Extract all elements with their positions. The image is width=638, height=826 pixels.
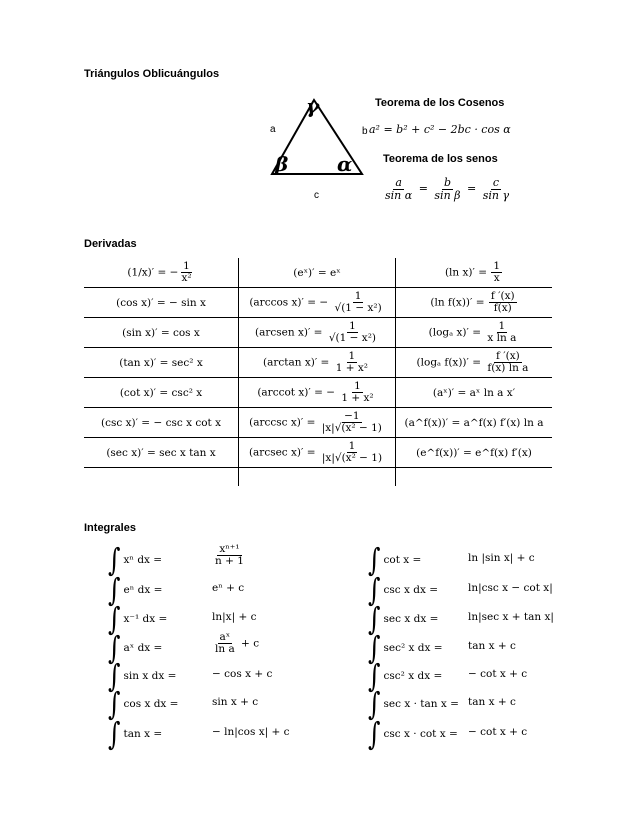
- fraction-denominator: √(1 − x²): [334, 302, 382, 314]
- fraction-denominator: n + 1: [215, 555, 244, 568]
- integral-result-right-4: [468, 668, 527, 680]
- fraction-numerator: 1: [348, 349, 356, 362]
- fraction-denominator: √(1 − x²): [328, 332, 376, 344]
- derivative-cell: [239, 318, 396, 348]
- angle-beta-label: β: [275, 152, 289, 176]
- integral-result-text: − cot x + c: [468, 668, 528, 680]
- fraction-numerator: f ′(x): [490, 289, 515, 302]
- fraction: [334, 351, 370, 374]
- integral-left-6: [108, 715, 163, 753]
- integral-result-right-6: [468, 726, 527, 738]
- derivative-row: [84, 438, 552, 468]
- integral-sign: ∫: [108, 657, 121, 695]
- derivative-row: [84, 378, 552, 408]
- derivative-cell: [396, 378, 553, 408]
- fraction-numerator: f ′(x): [496, 349, 520, 362]
- integral-right-6: [368, 715, 458, 753]
- derivative-lhs: (ln f(x))′ =: [430, 296, 488, 309]
- derivative-lhs: (cot x)′ = csc² x: [119, 386, 203, 399]
- integral-result-text: tan x + c: [468, 640, 516, 652]
- fraction: [327, 321, 378, 344]
- integral-sign: ∫: [108, 600, 121, 638]
- fraction-numerator: 1: [349, 319, 356, 332]
- derivative-cell: [239, 438, 396, 468]
- integral-left-1: [108, 571, 163, 609]
- derivative-lhs: (arcsec x)′ =: [248, 446, 319, 459]
- derivative-sign: −: [169, 266, 179, 279]
- integral-sign: ∫: [368, 571, 381, 609]
- integral-result-right-2: [468, 611, 554, 623]
- derivative-cell: [84, 408, 239, 438]
- fraction: [320, 441, 384, 464]
- fraction: [320, 411, 384, 434]
- side-c-label: c: [314, 190, 319, 201]
- integral-sign: ∫: [108, 685, 121, 723]
- fraction-numerator: xⁿ⁺¹: [219, 543, 240, 555]
- triangle-heading: Triángulos Oblicuángulos: [84, 68, 220, 80]
- integral-sign: ∫: [368, 541, 381, 579]
- integral-result-right-5: [468, 696, 516, 708]
- integral-sign: ∫: [368, 629, 381, 667]
- integral-expression: csc x · cot x =: [383, 728, 458, 740]
- derivative-lhs: (cos x)′ = − sin x: [116, 296, 206, 309]
- derivative-lhs: (1/x)′ =: [127, 266, 170, 279]
- derivative-empty-cell: [239, 468, 396, 487]
- derivative-cell: [396, 258, 553, 288]
- sines-heading: Teorema de los senos: [383, 153, 498, 165]
- derivative-lhs: (arctan x)′ =: [262, 356, 333, 369]
- integral-result-text: sin x + c: [212, 696, 259, 708]
- fraction: [489, 291, 517, 314]
- integral-expression: tan x =: [123, 728, 163, 740]
- derivative-lhs: (eˣ)′ = eˣ: [293, 266, 341, 279]
- derivative-lhs: (a^f(x))′ = a^f(x) f′(x) ln a: [404, 416, 544, 429]
- integral-left-2: [108, 600, 168, 638]
- angle-gamma-label: γ: [306, 94, 320, 118]
- fraction-numerator: 1: [354, 379, 361, 392]
- integral-left-5: [108, 685, 179, 723]
- derivative-cell: [396, 288, 553, 318]
- fraction: [333, 291, 384, 314]
- fraction: [485, 321, 518, 344]
- derivadas-heading: Derivadas: [84, 238, 137, 250]
- side-b-label: b: [362, 126, 368, 137]
- angle-alpha-label: α: [337, 152, 353, 176]
- cosines-heading: Teorema de los Cosenos: [375, 97, 505, 109]
- derivadas-table: [84, 258, 552, 486]
- cosines-formula: a² = b² + c² − 2bc · cos α: [369, 123, 511, 136]
- derivative-cell: [396, 438, 553, 468]
- fraction-denominator: x: [493, 272, 500, 284]
- derivative-empty-cell: [84, 468, 239, 487]
- integral-expression: x⁻¹ dx =: [123, 613, 168, 625]
- integral-result-right-0: [468, 552, 535, 564]
- derivative-empty-row: [84, 468, 552, 487]
- integral-result-left-4: [212, 668, 272, 680]
- integral-expression: eⁿ dx =: [123, 584, 163, 596]
- integral-result-right-3: [468, 640, 516, 652]
- integral-sign: ∫: [108, 629, 121, 667]
- integral-result-text: ln|x| + c: [212, 611, 257, 623]
- fraction-denominator: f(x) ln a: [487, 362, 529, 374]
- integral-expression: cot x =: [383, 554, 422, 566]
- integral-result-left-0: [212, 544, 247, 567]
- integral-result-left-2: [212, 611, 256, 623]
- integral-sign: ∫: [368, 657, 381, 695]
- derivative-lhs: (sin x)′ = cos x: [122, 326, 200, 339]
- derivative-lhs: (tan x)′ = sec² x: [119, 356, 203, 369]
- derivative-cell: [84, 318, 239, 348]
- derivative-row: [84, 258, 552, 288]
- fraction-numerator: −1: [344, 409, 360, 422]
- derivative-lhs: (logₐ x)′ =: [428, 326, 485, 339]
- derivative-cell: [84, 288, 239, 318]
- integral-result-text: eⁿ + c: [212, 582, 245, 594]
- fraction-numerator: 1: [354, 289, 362, 302]
- fraction-denominator: x ln a: [487, 332, 517, 344]
- fraction-denominator: x²: [181, 272, 192, 284]
- sines-formula: $\frac{a}{\text{sin α}}$ = $\frac{b}{\text{sin β}}$ = $\frac{c}{\text{sin γ}}$: [385, 176, 510, 202]
- fraction: [339, 381, 375, 404]
- integral-expression: sec² x dx =: [383, 642, 443, 654]
- integral-result-text: + c: [237, 637, 260, 650]
- integral-result-left-3: [212, 632, 259, 655]
- fraction-numerator: 1: [183, 259, 190, 272]
- derivative-cell: [239, 288, 396, 318]
- integral-result-right-1: [468, 582, 553, 594]
- integral-expression: cos x dx =: [123, 698, 179, 710]
- fraction: [491, 261, 502, 284]
- derivative-cell: [84, 258, 239, 288]
- integral-result-text: tan x + c: [468, 696, 516, 708]
- derivative-cell: [396, 348, 553, 378]
- derivative-cell: [239, 348, 396, 378]
- integral-sign: ∫: [108, 715, 121, 753]
- integral-right-5: [368, 685, 459, 723]
- fraction-numerator: aˣ: [219, 631, 231, 643]
- derivative-cell: [239, 408, 396, 438]
- integral-expression: sec x dx =: [383, 613, 439, 625]
- integral-expression: sec x · tan x =: [383, 698, 459, 710]
- integral-result-text: ln|csc x − cot x|: [468, 582, 553, 594]
- integral-sign: ∫: [368, 715, 381, 753]
- derivative-cell: [84, 348, 239, 378]
- integral-sign: ∫: [368, 600, 381, 638]
- fraction-numerator: 1: [498, 319, 506, 332]
- derivative-lhs: (arccos x)′ = −: [249, 296, 332, 309]
- fraction-denominator: 1 + x²: [335, 362, 368, 374]
- integral-result-text: − cos x + c: [212, 668, 273, 680]
- derivative-lhs: (aˣ)′ = aˣ ln a x′: [432, 386, 516, 399]
- fraction: [485, 351, 530, 374]
- derivative-lhs: (arccot x)′ = −: [257, 386, 339, 399]
- integrales-heading: Integrales: [84, 522, 136, 534]
- fraction-denominator: f(x): [493, 302, 512, 314]
- integral-sign: ∫: [108, 541, 121, 579]
- derivative-cell: [84, 438, 239, 468]
- integral-right-2: [368, 600, 439, 638]
- integral-right-0: [368, 541, 422, 579]
- derivative-lhs: (ln x)′ =: [444, 266, 491, 279]
- integral-sign: ∫: [108, 571, 121, 609]
- fraction-numerator: 1: [348, 439, 356, 452]
- integral-result-left-6: [212, 726, 290, 738]
- integral-expression: csc² x dx =: [383, 670, 443, 682]
- integral-left-0: [108, 541, 163, 579]
- derivative-empty-cell: [396, 468, 553, 487]
- derivative-row: [84, 318, 552, 348]
- derivative-cell: [239, 378, 396, 408]
- derivative-lhs: (logₐ f(x))′ =: [416, 356, 485, 369]
- fraction: [213, 544, 246, 567]
- integral-expression: sin x dx =: [123, 670, 177, 682]
- derivative-lhs: (arcsen x)′ =: [254, 326, 326, 339]
- derivative-lhs: (arccsc x)′ =: [249, 416, 319, 429]
- derivative-lhs: (e^f(x))′ = e^f(x) f′(x): [416, 446, 532, 459]
- fraction-denominator: |x|√(x² − 1): [321, 452, 383, 464]
- integral-expression: aˣ dx =: [123, 642, 163, 654]
- fraction-denominator: 1 + x²: [341, 392, 374, 404]
- derivative-row: [84, 348, 552, 378]
- integral-expression: csc x dx =: [383, 584, 439, 596]
- integral-result-text: ln|sec x + tan x|: [468, 611, 554, 623]
- derivative-cell: [396, 408, 553, 438]
- derivative-lhs: (csc x)′ = − csc x cot x: [100, 416, 222, 429]
- derivative-cell: [84, 378, 239, 408]
- derivative-lhs: (sec x)′ = sec x tan x: [106, 446, 216, 459]
- integral-sign: ∫: [368, 685, 381, 723]
- fraction-denominator: |x|√(x² − 1): [321, 422, 382, 434]
- derivative-row: [84, 408, 552, 438]
- side-a-label: a: [270, 124, 276, 135]
- integral-expression: xⁿ dx =: [123, 554, 163, 566]
- integral-result-text: − cot x + c: [468, 726, 528, 738]
- derivative-cell: [239, 258, 396, 288]
- derivative-row: [84, 288, 552, 318]
- fraction: [179, 261, 193, 284]
- integral-result-text: ln |sin x| + c: [468, 552, 535, 564]
- derivative-cell: [396, 318, 553, 348]
- fraction: [213, 632, 237, 655]
- integral-right-1: [368, 571, 439, 609]
- integral-result-left-1: [212, 582, 244, 594]
- fraction-denominator: ln a: [215, 643, 235, 656]
- fraction-numerator: 1: [493, 259, 501, 272]
- integral-result-text: − ln|cos x| + c: [212, 726, 290, 738]
- integral-result-left-5: [212, 696, 258, 708]
